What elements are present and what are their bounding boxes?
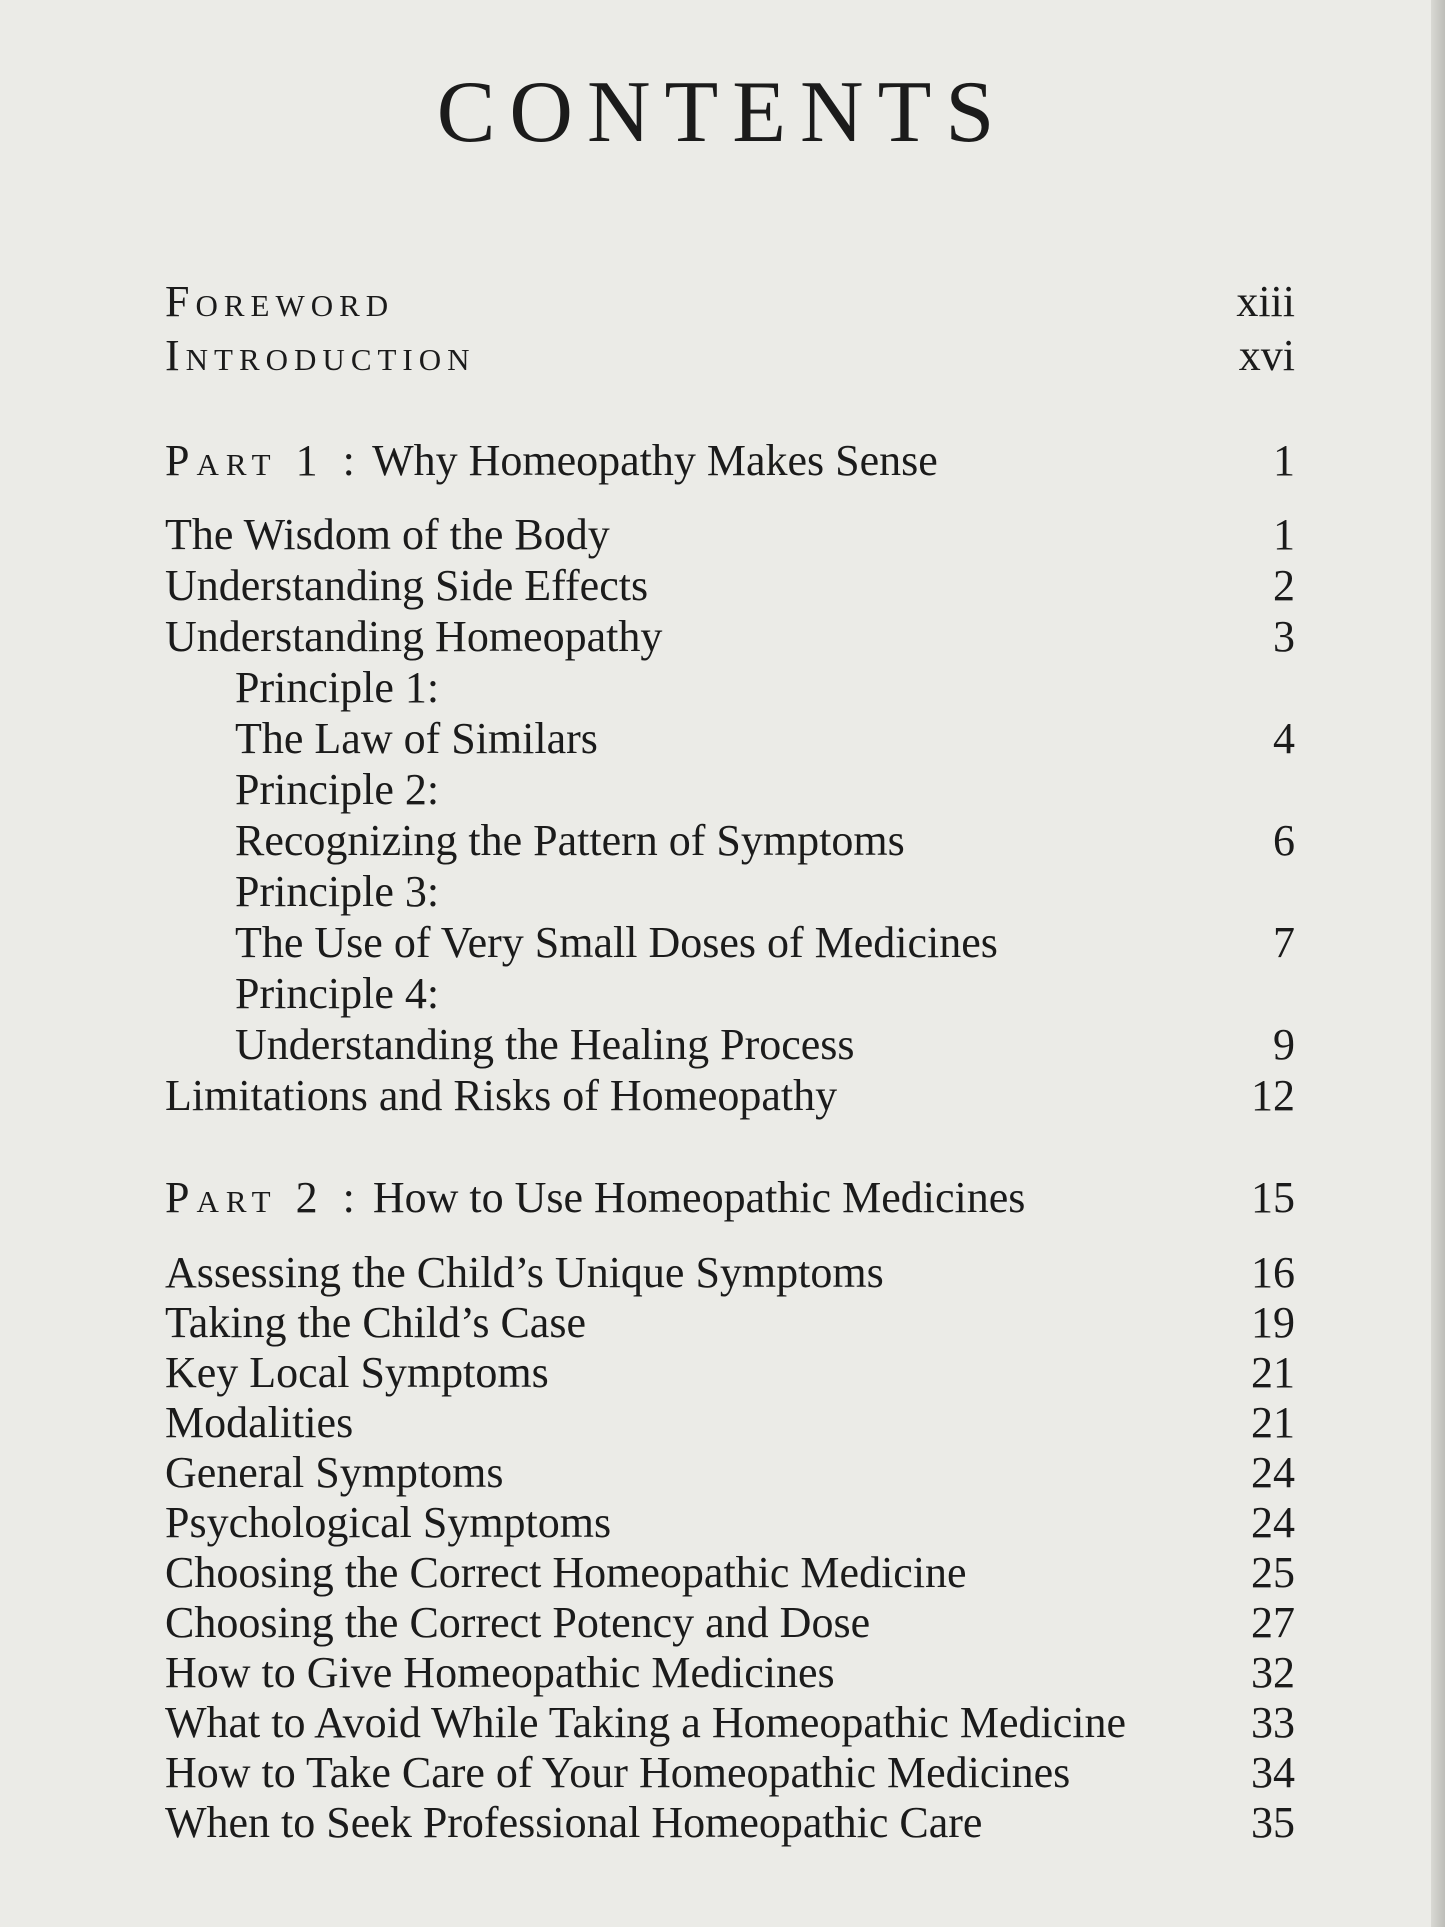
toc-entry[interactable]	[165, 510, 1295, 562]
toc-entry-introduction[interactable]	[165, 331, 1295, 383]
entry-title: Choosing the Correct Homeopathic Medicine	[165, 1548, 967, 1597]
entry-page-number: 7	[1273, 918, 1295, 967]
part-page-number: 1	[1273, 436, 1295, 485]
entry-page-number: xvi	[1238, 331, 1295, 380]
page-title: CONTENTS	[436, 64, 1009, 161]
entry-page-number: 21	[1251, 1398, 1295, 1447]
toc-subentry-label	[235, 867, 1295, 919]
toc-entry[interactable]	[165, 1598, 1295, 1650]
part-page-number: 15	[1251, 1173, 1295, 1222]
entry-page-number: 16	[1251, 1248, 1295, 1297]
entry-page-number: 27	[1251, 1598, 1295, 1647]
part-label: Part 1 :	[165, 436, 362, 485]
toc-entry[interactable]	[165, 1348, 1295, 1400]
page-edge-shadow	[1431, 0, 1445, 1927]
entry-page-number: 33	[1251, 1698, 1295, 1747]
entry-title: Recognizing the Pattern of Symptoms	[235, 816, 905, 865]
entry-title: Understanding Side Effects	[165, 561, 649, 610]
toc-entry[interactable]	[165, 1648, 1295, 1700]
entry-page-number: 34	[1251, 1748, 1295, 1797]
entry-page-number: 3	[1273, 612, 1295, 661]
entry-title: Principle 1:	[235, 663, 440, 712]
entry-page-number: 21	[1251, 1348, 1295, 1397]
entry-page-number: 24	[1251, 1448, 1295, 1497]
toc-subentry[interactable]	[235, 918, 1295, 970]
part-title: Why Homeopathy Makes Sense	[372, 436, 938, 485]
toc-entry[interactable]	[165, 1298, 1295, 1350]
entry-page-number: 6	[1273, 816, 1295, 865]
entry-title: The Wisdom of the Body	[165, 510, 610, 559]
entry-page-number: 24	[1251, 1498, 1295, 1547]
entry-title: Principle 4:	[235, 969, 440, 1018]
entry-page-number: 32	[1251, 1648, 1295, 1697]
part-heading-2[interactable]	[165, 1173, 1295, 1225]
toc-entry-foreword[interactable]	[165, 277, 1295, 329]
part-label: Part 2 :	[165, 1173, 362, 1222]
toc-subentry-label	[235, 765, 1295, 817]
entry-title: Assessing the Child’s Unique Symptoms	[165, 1248, 884, 1297]
entry-title: How to Give Homeopathic Medicines	[165, 1648, 835, 1697]
entry-title: What to Avoid While Taking a Homeopathic Medicine	[165, 1698, 1127, 1747]
toc-subentry-label	[235, 969, 1295, 1021]
toc-entry[interactable]	[165, 1071, 1295, 1123]
toc-entry[interactable]	[165, 612, 1295, 664]
entry-page-number: 2	[1273, 561, 1295, 610]
entry-title: Understanding Homeopathy	[165, 612, 663, 661]
entry-title: Choosing the Correct Potency and Dose	[165, 1598, 871, 1647]
toc-entry[interactable]	[165, 1548, 1295, 1600]
part-title: How to Use Homeopathic Medicines	[372, 1173, 1026, 1222]
toc-entry[interactable]	[165, 1498, 1295, 1550]
entry-title: Foreword	[165, 277, 395, 326]
entry-page-number: 4	[1273, 714, 1295, 763]
toc-subentry[interactable]	[235, 816, 1295, 868]
toc-entry[interactable]	[165, 1448, 1295, 1500]
entry-title: Limitations and Risks of Homeopathy	[165, 1071, 838, 1120]
entry-page-number: 19	[1251, 1298, 1295, 1347]
entry-title: General Symptoms	[165, 1448, 504, 1497]
toc-entry[interactable]	[165, 1748, 1295, 1800]
entry-page-number: 12	[1251, 1071, 1295, 1120]
entry-title: Principle 3:	[235, 867, 440, 916]
toc-subentry[interactable]	[235, 714, 1295, 766]
entry-title: Principle 2:	[235, 765, 440, 814]
entry-title: Introduction	[165, 331, 476, 380]
entry-title: How to Take Care of Your Homeopathic Medicines	[165, 1748, 1071, 1797]
entry-page-number: xiii	[1236, 277, 1295, 326]
entry-title: Modalities	[165, 1398, 354, 1447]
entry-page-number: 1	[1273, 510, 1295, 559]
entry-page-number: 25	[1251, 1548, 1295, 1597]
entry-title: Understanding the Healing Process	[235, 1020, 855, 1069]
entry-title: The Law of Similars	[235, 714, 598, 763]
toc-entry[interactable]	[165, 1398, 1295, 1450]
toc-entry[interactable]	[165, 1798, 1295, 1850]
entry-title: Psychological Symptoms	[165, 1498, 612, 1547]
toc-subentry-label	[235, 663, 1295, 715]
entry-title: Key Local Symptoms	[165, 1348, 549, 1397]
toc-subentry[interactable]	[235, 1020, 1295, 1072]
part-heading-1[interactable]	[165, 436, 1295, 488]
toc-entry[interactable]	[165, 561, 1295, 613]
entry-title: Taking the Child’s Case	[165, 1298, 586, 1347]
entry-page-number: 9	[1273, 1020, 1295, 1069]
toc-entry[interactable]	[165, 1698, 1295, 1750]
entry-title: When to Seek Professional Homeopathic Care	[165, 1798, 983, 1847]
entry-title: The Use of Very Small Doses of Medicines	[235, 918, 998, 967]
entry-page-number: 35	[1251, 1798, 1295, 1847]
toc-entry[interactable]	[165, 1248, 1295, 1300]
